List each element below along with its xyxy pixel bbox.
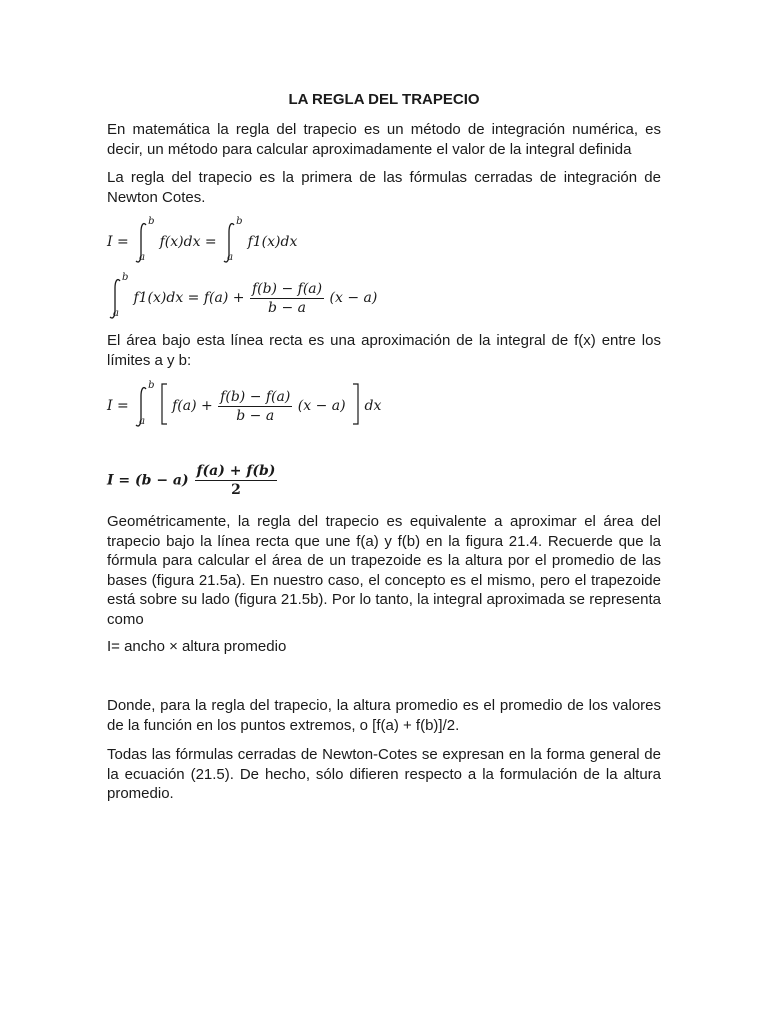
right-bracket	[350, 383, 360, 429]
equation-trapezoid-rule	[107, 463, 278, 498]
integral-lower-limit: a	[227, 252, 234, 263]
integral-upper-limit: b	[236, 216, 243, 227]
equation-linear-interpolation	[107, 272, 378, 319]
eq3-term3: dx	[364, 398, 382, 414]
integral-lower-limit: a	[139, 416, 146, 427]
eq2-term1: f1(x)dx = f(a) +	[133, 290, 245, 306]
paragraph-area-approximation: El área bajo esta línea recta es una aproximación de la integral de f(x) entre los límites a y b:	[107, 332, 661, 369]
paragraph-intro: En matemática la regla del trapecio es un método de integración numérica, es decir, un método para calcular aproximadamente el valor de la integral definida	[107, 121, 661, 158]
fraction	[218, 389, 292, 424]
page-title: LA REGLA DEL TRAPECIO	[288, 91, 480, 108]
fraction-numerator: f(a) + f(b)	[196, 463, 276, 479]
paragraph-geometric-interpretation: Geométricamente, la regla del trapecio es equivalente a aproximar el área del trapecio bajo la línea recta que une f(a) y f(b) en la figura 21.4. Recuerde que la fórmula para calcular el área de un trapezoide es la altura por el promedio de las bases (figura 21.5a). En nuestro caso, el concepto es el mismo, pero el trapezoide está sobre su lado (figura 21.5b). Por lo tanto, la integral aproximada se representa como	[107, 513, 661, 628]
fraction-denominator: b − a	[236, 407, 275, 424]
integral-sign	[107, 272, 129, 319]
paragraph-average-height: Donde, para la regla del trapecio, la altura promedio es el promedio de los valores de la función en los puntos extremos, o [f(a) + f(b)]/2.	[107, 697, 661, 734]
paragraph-newton-cotes-general: Todas las fórmulas cerradas de Newton-Cotes se expresan en la forma general de la ecuación (21.5). De hecho, sólo difieren respecto a la formulación de la altura promedio.	[107, 746, 661, 802]
eq1-term1: f(x)dx =	[159, 234, 217, 250]
integral-lower-limit: a	[139, 252, 146, 263]
fraction	[250, 281, 324, 316]
integral-upper-limit: b	[122, 272, 129, 283]
fraction	[195, 463, 278, 498]
integral-sign	[221, 216, 243, 263]
eq1-term2: f1(x)dx	[247, 234, 298, 250]
eq2-term2: (x − a)	[329, 290, 378, 306]
fraction-numerator: f(b) − f(a)	[220, 388, 291, 405]
paragraph-newton-cotes: La regla del trapecio es la primera de las fórmulas cerradas de integración de Newton Cotes.	[107, 169, 661, 206]
fraction-denominator: b − a	[268, 299, 306, 316]
eq3-term1: f(a) +	[172, 398, 213, 414]
eq3-lhs: I =	[107, 398, 129, 414]
equation-integral-definition	[107, 216, 298, 263]
fraction-denominator: 2	[231, 482, 241, 498]
eq3-term2: (x − a)	[297, 398, 346, 414]
left-bracket	[160, 383, 168, 429]
equation-bracket-integral	[107, 380, 382, 429]
eq4-lhs: I = (b − a)	[107, 472, 189, 489]
integral-upper-limit: b	[148, 216, 155, 227]
integral-upper-limit: b	[148, 380, 155, 391]
paragraph-width-height: I= ancho × altura promedio	[107, 638, 287, 655]
eq1-lhs: I =	[107, 234, 129, 250]
integral-sign	[133, 216, 155, 263]
integral-sign	[133, 380, 155, 427]
fraction-numerator: f(b) − f(a)	[251, 280, 323, 297]
integral-lower-limit: a	[113, 308, 119, 319]
